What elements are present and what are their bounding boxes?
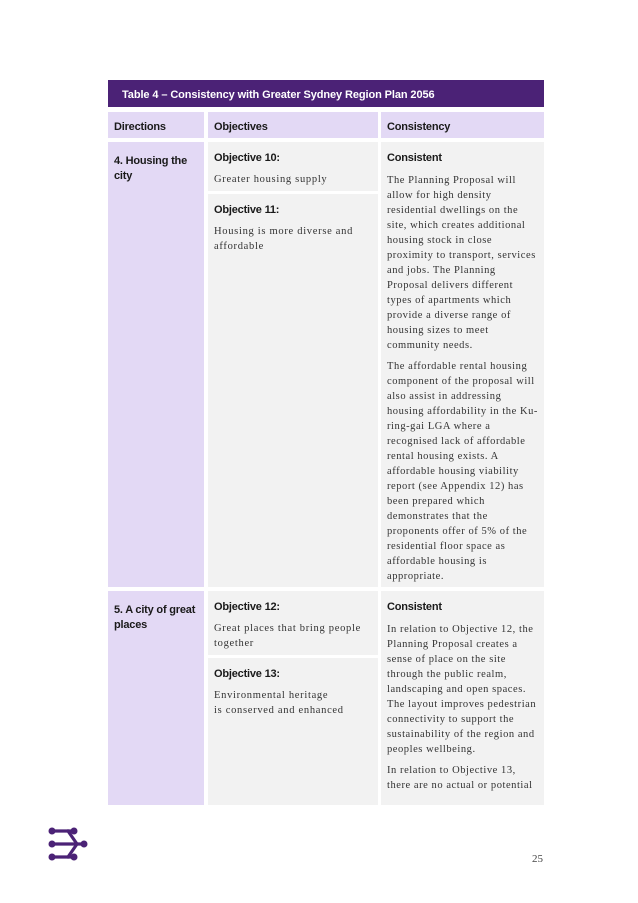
consistency-paragraph: In relation to Objective 12, the Planning Proposal creates a sense of place on the site through the public realm, landscaping and open spaces. The layout improves pedestrian connectivity to support the sustainability of the region and peoples wellbeing. <box>387 624 537 755</box>
objective-title: Objective 13: <box>214 668 280 680</box>
direction-cell-housing: 4. Housing the city <box>108 142 204 587</box>
consistency-title: Consistent <box>387 601 442 613</box>
consistency-paragraph: In relation to Objective 13, there are no actual or potential <box>387 765 533 791</box>
objective-title: Objective 12: <box>214 601 280 613</box>
direction-cell-great-places: 5. A city of great places <box>108 591 204 805</box>
objective-title: Objective 10: <box>214 152 280 164</box>
header-objectives: Objectives <box>208 112 378 138</box>
header-directions: Directions <box>108 112 204 138</box>
objective-cell-10 <box>208 142 378 191</box>
consistency-title: Consistent <box>387 152 442 164</box>
objective-text: Environmental heritage is conserved and enhanced <box>214 690 344 716</box>
page-number: 25 <box>532 853 543 865</box>
objective-text: Great places that bring people together <box>214 623 361 649</box>
objective-cell-12 <box>208 591 378 655</box>
objective-text: Housing is more diverse and affordable <box>214 226 354 252</box>
objective-cell-11 <box>208 194 378 587</box>
consistency-paragraph: The affordable rental housing component of the proposal will also assist in addressing housing affordability in the Ku-ring-gai LGA where a recognised lack of affordable rental housing exists. A affordable housing viability report (see Appendix 12) has been prepared which demonstrates that the proponents offer of 5% of the residential floor space as affordable housing is appropriate. <box>387 361 538 582</box>
objective-title: Objective 11: <box>214 204 280 216</box>
network-nodes-logo-icon <box>47 826 89 862</box>
table-title: Table 4 – Consistency with Greater Sydney Region Plan 2056 <box>108 80 544 107</box>
header-consistency: Consistency <box>381 112 544 138</box>
objective-cell-13 <box>208 658 378 805</box>
consistency-cell-housing <box>381 142 544 587</box>
consistency-paragraph: The Planning Proposal will allow for high density residential dwellings on the site, which creates additional housing stock in close proximity to transport, services and jobs. The Planning Proposal delivers different types of apartments which provide a diverse range of housing sizes to meet community needs. <box>387 175 536 351</box>
objective-text: Greater housing supply <box>214 174 328 185</box>
consistency-cell-great-places <box>381 591 544 805</box>
